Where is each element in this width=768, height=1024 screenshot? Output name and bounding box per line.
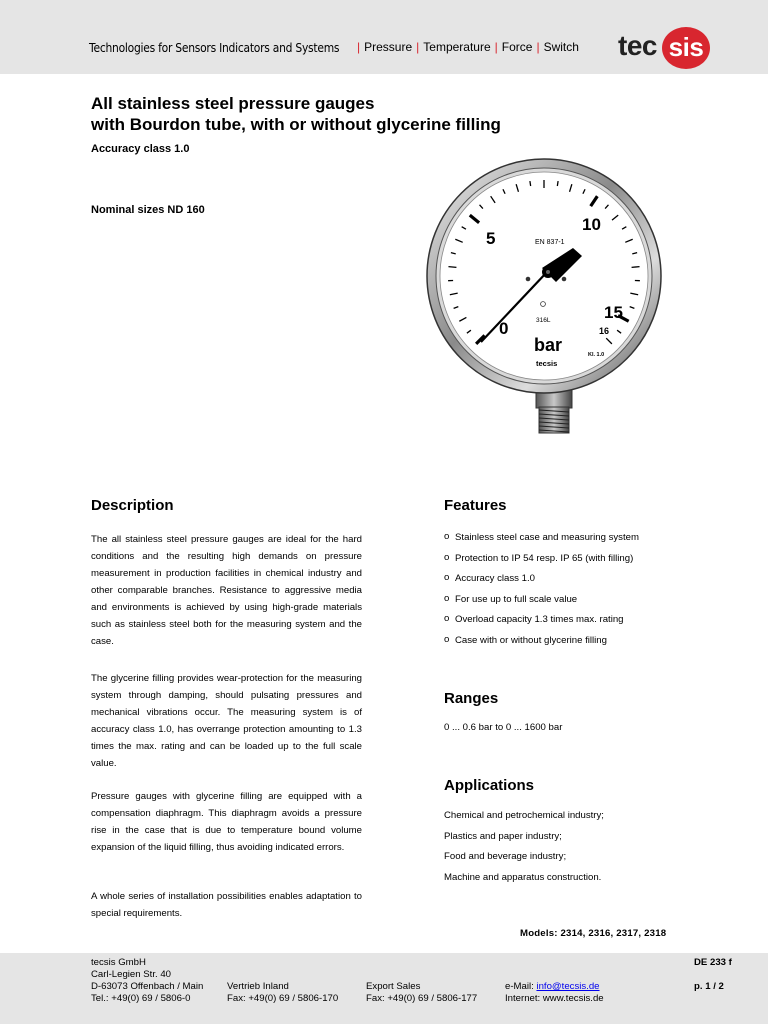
scale-tick — [448, 267, 456, 268]
company-tagline: Technologies for Sensors Indicators and Systems — [89, 40, 340, 55]
dial-class-text: Kl. 1.0 — [588, 352, 605, 358]
footer-email: e-Mail: info@tecsis.de — [505, 981, 600, 992]
ranges-text: 0 ... 0.6 bar to 0 ... 1600 bar — [444, 722, 563, 733]
dial-label-0: 0 — [499, 319, 509, 338]
features-list — [444, 532, 639, 655]
dial-unit-text: bar — [534, 335, 563, 355]
scale-tick — [632, 267, 640, 268]
dial-material-text: 316L — [536, 317, 551, 324]
ranges-heading: Ranges — [444, 690, 499, 707]
pressure-gauge-illustration — [418, 158, 676, 444]
footer-internet: Internet: www.tecsis.de — [505, 993, 604, 1004]
scale-tick — [530, 181, 531, 186]
pressure-gauge-image — [418, 158, 676, 444]
list-item: Food and beverage industry; — [444, 851, 567, 862]
applications-heading: Applications — [444, 777, 535, 794]
description-paragraph-3: Pressure gauges with glycerine filling are equipped with a compensation diaphragm. This diaphragm avoids a pressure rise in the case that is due to temperature bound volume expansion of the liquid filling, thus avoiding indicated errors. — [91, 791, 362, 853]
footer-tel: Tel.: +49(0) 69 / 5806-0 — [91, 993, 191, 1004]
list-item: o Accuracy class 1.0 — [444, 573, 639, 594]
footer-export-fax: Fax: +49(0) 69 / 5806-177 — [366, 993, 478, 1004]
dial-label-10: 10 — [582, 215, 601, 234]
list-item: Plastics and paper industry; — [444, 830, 562, 842]
logo-text-tec: tec — [618, 30, 657, 61]
nominal-sizes-subtitle: Nominal sizes ND 160 — [91, 204, 205, 216]
footer-company: tecsis GmbH — [91, 957, 146, 968]
dial-brand-text: tecsis — [536, 359, 558, 368]
footer-city: D-63073 Offenbach / Main — [91, 981, 204, 992]
applications-list — [444, 810, 604, 892]
list-item: o Case with or without glycerine filling — [444, 635, 639, 656]
list-item: o For use up to full scale value — [444, 594, 639, 615]
footer-page-number: p. 1 / 2 — [694, 981, 724, 992]
footer-doc-code: DE 233 f — [694, 957, 732, 968]
list-item: o Protection to IP 54 resp. IP 65 (with filling) — [444, 553, 639, 574]
description-paragraph-1: The all stainless steel pressure gauges are ideal for the hard conditions and the resulting high demands on pressure measurement in production facilities in chemical industry and other comparable branches. Resistance to aggressive media and environments is achieved by using high-grade materials such as stainless steel both for the measuring system and the case. — [91, 534, 362, 647]
accuracy-class-subtitle: Accuracy class 1.0 — [91, 143, 190, 155]
list-item: Machine and apparatus construction. — [444, 871, 602, 883]
dial-label-16: 16 — [599, 326, 610, 336]
description-paragraph-2: The glycerine filling provides wear-protection for the measuring system through damping, should pulsating pressures and mechanical vibrations occur. The measuring system is of accuracy class 1.0, has overrange protection amounting to 1.3 times the max. rating and can be loaded up to the full scale value. — [91, 673, 362, 769]
dial-standard-text: EN 837-1 — [535, 239, 565, 246]
list-item: o Stainless steel case and measuring system — [444, 532, 639, 553]
nav-temperature-link[interactable]: Temperature — [423, 40, 491, 54]
category-nav: | Pressure | Temperature | Force | Switch — [357, 40, 579, 54]
footer-inland-label: Vertrieb Inland — [227, 981, 289, 992]
list-item: o Overload capacity 1.3 times max. rating — [444, 614, 639, 635]
page-footer — [0, 953, 768, 1024]
nav-pressure-link[interactable]: Pressure — [364, 40, 413, 54]
dial-screw-left — [526, 277, 531, 282]
dial-label-15: 15 — [604, 303, 623, 322]
footer-inland-fax: Fax: +49(0) 69 / 5806-170 — [227, 993, 339, 1004]
title-line-2: with Bourdon tube, with or without glycerine filling — [91, 115, 501, 134]
description-heading: Description — [91, 497, 174, 514]
footer-export-label: Export Sales — [366, 981, 421, 992]
list-item: Chemical and petrochemical industry; — [444, 810, 604, 821]
nav-switch-link[interactable]: Switch — [543, 40, 579, 54]
page-header — [0, 0, 768, 74]
title-line-1: All stainless steel pressure gauges — [91, 94, 375, 113]
dial-screw-right — [562, 277, 567, 282]
models-line: Models: 2314, 2316, 2317, 2318 — [520, 928, 667, 939]
nav-force-link[interactable]: Force — [501, 40, 533, 54]
page-title — [91, 93, 501, 135]
scale-tick — [557, 181, 558, 186]
tecsis-logo — [618, 27, 714, 67]
description-paragraph-4: A whole series of installation possibilities enables adaptation to special requirements. — [91, 891, 362, 919]
dial-label-5: 5 — [486, 229, 496, 248]
footer-street: Carl-Legien Str. 40 — [91, 969, 171, 980]
logo-text-sis: sis — [662, 27, 710, 69]
email-link[interactable]: info@tecsis.de — [536, 981, 600, 992]
features-heading: Features — [444, 497, 507, 514]
